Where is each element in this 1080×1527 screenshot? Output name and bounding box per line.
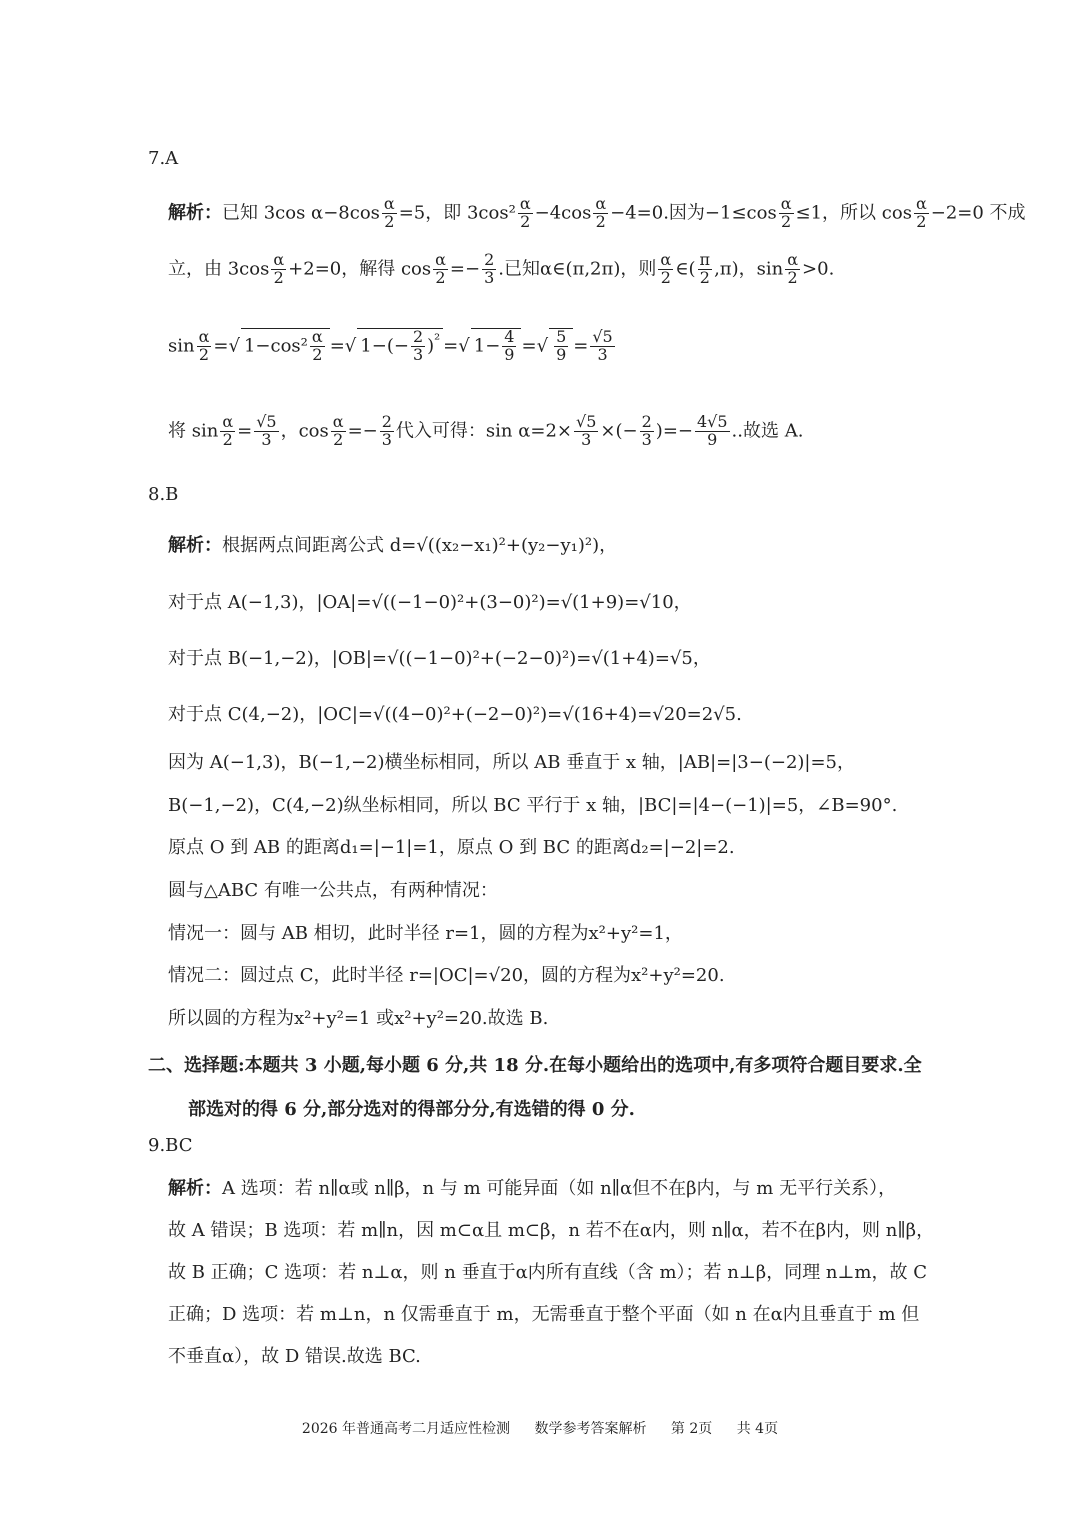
section-heading: 二、选择题:本题共 3 小题,每小题 6 分,共 18 分.在每小题给出的选项中,有多项符合题目要求.全 [148,1055,922,1076]
q8-line: 解析：根据两点间距离公式 d=√((x₂−x₁)²+(y₂−y₁)²)， [168,535,618,556]
frac: $\frac{5}{9}$ [556,327,567,364]
frac: $\frac{2}{3}$ [641,412,652,449]
frac: $\frac{√5}{3}$ [592,327,613,364]
q7-line4: 将 sin $\frac{\alpha}{2}$ = $\frac{√5}{3}$ ，cos $\frac{\alpha}{2}$ =− $\frac{2}{3}$ 代入可得：sin α=2× $\frac{√5}{3}$ ×(− $\frac{2}{3}$ )=− $\frac{4√5}{9}$ ..故选 A. [168,412,804,449]
q8-line: 因为 A(−1,3)，B(−1,−2)横坐标相同，所以 AB 垂直于 x 轴，|AB|=|3−(−2)|=5， [168,752,856,773]
frac: $\frac{\alpha}{2}$ [383,194,395,231]
q7-line2: 立，由 3cos $\frac{\alpha}{2}$ +2=0，解得 cos $\frac{\alpha}{2}$ =− $\frac{2}{3}$ .已知α∈(π,2π)，则 $\frac{\alpha}{2}$ ∈( $\frac{\pi}{2}$ ,π)，sin $\frac{\alpha}{2}$ >0. [168,250,835,287]
footer-subject: 数学参考答案解析 [534,1421,647,1437]
section-heading-cont: 部选对的得 6 分,部分选对的得部分分,有选错的得 0 分. [188,1099,635,1120]
frac: $\frac{\alpha}{2}$ [780,194,792,231]
q8-line: 情况一：圆与 AB 相切，此时半径 r=1，圆的方程为x²+y²=1， [168,923,683,944]
frac: $\frac{4}{9}$ [504,327,515,364]
frac: $\frac{2}{3}$ [412,327,424,364]
q7-line1: 解析：已知 3cos α−8cos $\frac{\alpha}{2}$ =5，即 3cos² $\frac{\alpha}{2}$ −4cos $\frac{\alpha}{2}$ −4=0.因为−1≤cos $\frac{\alpha}{2}$ ≤1，所以 cos $\frac{\alpha}{2}$ −2=0 不成 [168,194,1026,231]
q9-line: 正确；D 选项：若 m⊥n，n 仅需垂直于 m，无需垂直于整个平面（如 n 在α内且垂直于 m 但 [168,1304,920,1325]
q9-line: 解析：A 选项：若 n∥α或 n∥β，n 与 m 可能异面（如 n∥α但不在β内，与 m 无平行关系）， [168,1178,897,1199]
q8-line: 圆与△ABC 有唯一公共点，有两种情况： [168,880,498,901]
frac: $\frac{\alpha}{2}$ [915,194,927,231]
q8-label: 8.B [148,484,179,505]
q8-line: 对于点 C(4,−2)，|OC|=√((4−0)²+(−2−0)²)=√(16+4)=√20=2√5. [168,704,742,725]
frac: $\frac{\alpha}{2}$ [273,250,285,287]
frac: $\frac{\alpha}{2}$ [787,250,799,287]
frac: $\frac{4√5}{9}$ [696,412,728,449]
footer-exam: 2026 年普通高考二月适应性检测 [301,1421,510,1437]
q8-line: 原点 O 到 AB 的距离d₁=|−1|=1，原点 O 到 BC 的距离d₂=|−2|=2. [168,837,735,858]
q8-line: 对于点 A(−1,3)，|OA|=√((−1−0)²+(3−0)²)=√(1+9)=√10， [168,592,692,613]
frac: $\frac{√5}{3}$ [576,412,597,449]
q7-analysis-tag: 解析： [168,202,222,224]
footer-total: 共 4页 [736,1421,779,1437]
analysis-tag: 解析： [168,535,222,556]
q9-label: 9.BC [148,1135,193,1156]
q7-label: 7.A [148,148,179,169]
frac: $\frac{2}{3}$ [381,412,392,449]
frac: $\frac{2}{3}$ [484,250,495,287]
q9-line: 故 A 错误；B 选项：若 m∥n，因 m⊂α且 m⊂β，n 若不在α内，则 n∥α，若不在β内，则 n∥β， [168,1220,935,1241]
frac: $\frac{\pi}{2}$ [699,250,711,287]
page-footer [0,1418,1080,1438]
q8-line: B(−1,−2)，C(4,−2)纵坐标相同，所以 BC 平行于 x 轴，|BC|=|4−(−1)|=5，∠B=90°. [168,795,898,816]
q9-line: 不垂直α），故 D 错误.故选 BC. [168,1346,421,1367]
q8-line: 所以圆的方程为x²+y²=1 或x²+y²=20.故选 B. [168,1008,549,1029]
q7-line3: sin $\frac{\alpha}{2}$ =√ 1−cos² $\frac{\alpha}{2}$ =√ 1−(− $\frac{2}{3}$ )$^{^2}$ =√ 1− $\frac{4}{9}$ =√ $\frac{5}{9}$ = $\frac{√5}{3}$ [168,327,613,364]
frac: $\frac{\alpha}{2}$ [519,194,531,231]
frac: $\frac{\alpha}{2}$ [660,250,672,287]
frac: $\frac{\alpha}{2}$ [595,194,607,231]
frac: $\frac{√5}{3}$ [256,412,277,449]
q8-line: 情况二：圆过点 C，此时半径 r=|OC|=√20，圆的方程为x²+y²=20. [168,965,725,986]
frac: $\frac{\alpha}{2}$ [198,327,210,364]
frac: $\frac{\alpha}{2}$ [435,250,446,287]
frac: $\frac{\alpha}{2}$ [311,327,323,364]
frac: $\frac{\alpha}{2}$ [222,412,234,449]
footer-page: 第 2页 [670,1421,713,1437]
q9-line: 故 B 正确；C 选项：若 n⊥α，则 n 垂直于α内所有直线（含 m）；若 n⊥β，同理 n⊥m，故 C [168,1262,927,1283]
q8-line: 对于点 B(−1,−2)，|OB|=√((−1−0)²+(−2−0)²)=√(1+4)=√5， [168,648,711,669]
analysis-tag: 解析： [168,1178,222,1199]
frac: $\frac{\alpha}{2}$ [332,412,344,449]
